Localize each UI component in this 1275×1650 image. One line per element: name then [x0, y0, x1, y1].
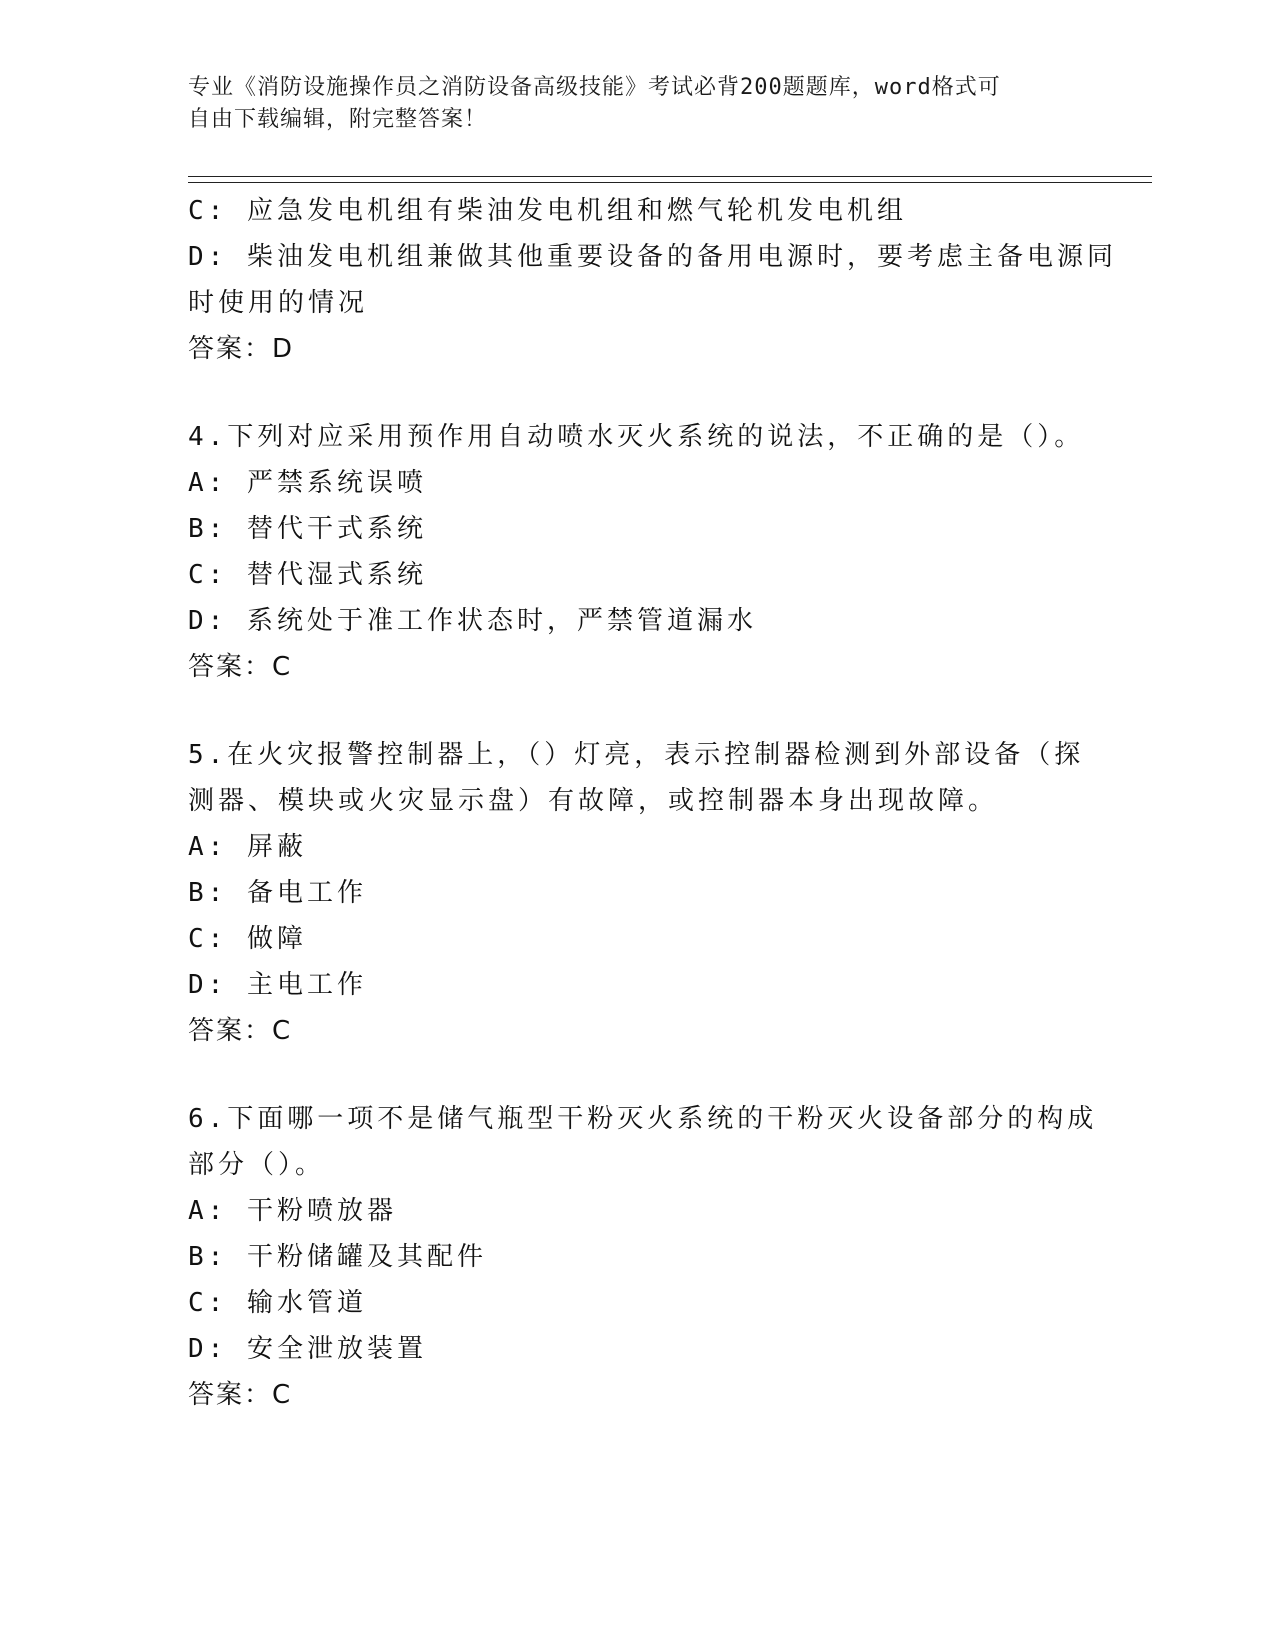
question-stem-continued: 部分（）。	[188, 1150, 326, 1180]
option-d: D: 安全泄放装置	[188, 1334, 427, 1364]
question-stem: 5.在火灾报警控制器上，（）灯亮，表示控制器检测到外部设备（探	[188, 740, 1085, 770]
option-c: C: 应急发电机组有柴油发电机组和燃气轮机发电机组	[188, 196, 907, 226]
option-a: A: 严禁系统误喷	[188, 468, 427, 498]
header-line-1: 专业《消防设施操作员之消防设备高级技能》考试必背200题题库，word格式可	[188, 75, 1001, 100]
answer: 答案：D	[188, 334, 295, 364]
answer: 答案：C	[188, 652, 293, 682]
header-line-2: 自由下载编辑，附完整答案！	[188, 107, 488, 132]
option-d-continued: 时使用的情况	[188, 288, 369, 318]
question-4	[188, 414, 1088, 690]
header-divider-top	[188, 176, 1152, 177]
question-stem: 6.下面哪一项不是储气瓶型干粉灭火系统的干粉灭火设备部分的构成	[188, 1104, 1098, 1134]
option-a: A: 干粉喷放器	[188, 1196, 397, 1226]
header-divider-bottom	[188, 182, 1152, 183]
document-header	[188, 72, 1078, 136]
question-content	[188, 188, 1117, 1418]
option-b: B: 替代干式系统	[188, 514, 427, 544]
question-stem-continued: 测器、模块或火灾显示盘）有故障，或控制器本身出现故障。	[188, 786, 999, 816]
option-a: A: 屏蔽	[188, 832, 307, 862]
option-d: D: 柴油发电机组兼做其他重要设备的备用电源时，要考虑主备电源同	[188, 242, 1117, 272]
option-c: C: 替代湿式系统	[188, 560, 427, 590]
question-3-continuation	[188, 188, 1117, 372]
answer: 答案：C	[188, 1016, 293, 1046]
option-b: B: 备电工作	[188, 878, 367, 908]
option-b: B: 干粉储罐及其配件	[188, 1242, 487, 1272]
option-d: D: 系统处于准工作状态时，严禁管道漏水	[188, 606, 757, 636]
option-d: D: 主电工作	[188, 970, 367, 1000]
question-stem: 4.下列对应采用预作用自动喷水灭火系统的说法，不正确的是（）。	[188, 422, 1085, 452]
question-6	[188, 1096, 1098, 1418]
question-5	[188, 732, 1088, 1054]
option-c: C: 输水管道	[188, 1288, 367, 1318]
answer: 答案：C	[188, 1380, 293, 1410]
option-c: C: 做障	[188, 924, 307, 954]
